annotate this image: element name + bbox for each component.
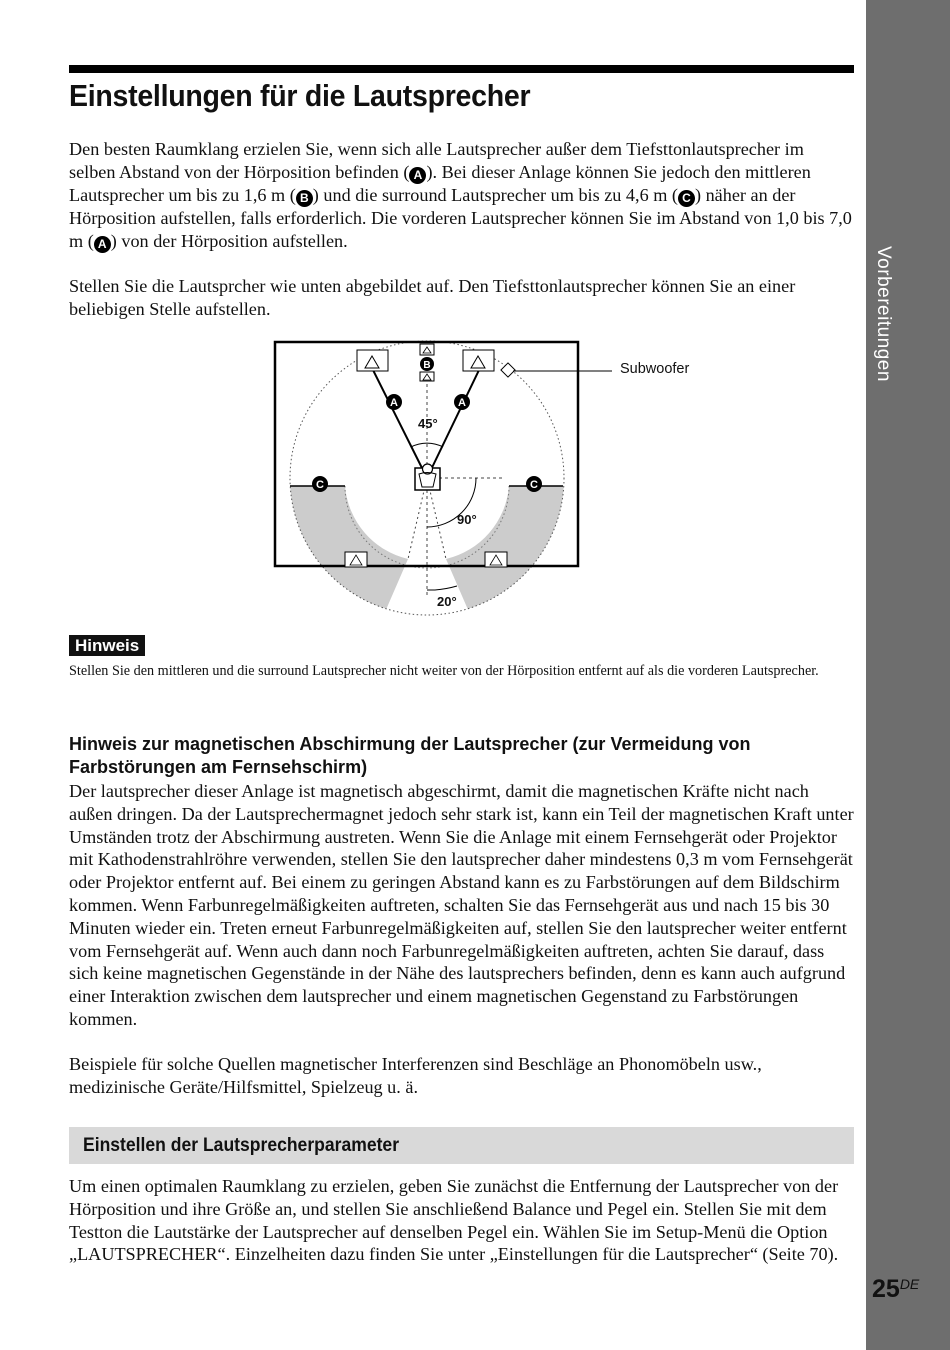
intro-text-4: ) näher an der Hörposition aufstellen, falls erforderlich. Die vorderen Lautsprecher können Sie im Abstand von 1,0 bis 7,0 m (	[69, 184, 852, 251]
page-number-suffix: DE	[899, 1276, 920, 1292]
hint-label: Hinweis	[69, 635, 145, 656]
sidebar-tab	[866, 0, 950, 1350]
listener-icon	[415, 464, 440, 490]
intro-text-3: ) und die surround Lautsprecher um bis zu 4,6 m (	[312, 184, 678, 205]
marker-a-right-icon	[454, 394, 470, 410]
page-number	[872, 1275, 919, 1304]
page-title: Einstellungen für die Lautsprecher	[69, 78, 531, 113]
hint-text: Stellen Sie den mittleren und die surround Lautsprecher nicht weiter von der Hörposition entfernt auf als die vorderen Lautsprecher.	[69, 663, 819, 679]
angle-45-label: 45°	[418, 416, 438, 431]
section-heading-band	[69, 1127, 854, 1164]
marker-b-icon	[420, 357, 434, 371]
marker-a-icon: A	[94, 236, 111, 253]
page-number-value: 25	[872, 1275, 900, 1303]
surround-left-speaker-icon	[345, 552, 367, 567]
speaker-parameters-body: Um einen optimalen Raumklang zu erzielen, geben Sie zunächst die Entfernung der Lautsprecher von der Hörposition und ihre Größe an, und stellen Sie anschließend Balance und Pegel ein. Stellen Sie mit dem Testton die Lautstärke der Lautsprecher auf denselben Pegel ein. Wählen Sie im Setup-Menü die Option „LAUTSPRECHER“. Einzelheiten dazu finden Sie unter „Einstellungen für die Lautsprecher“ (Seite 70).	[69, 1176, 839, 1265]
marker-c-left-label: C	[316, 479, 324, 491]
marker-c-left-icon	[312, 476, 328, 492]
marker-b-label: B	[423, 360, 431, 371]
subwoofer-icon	[501, 363, 515, 377]
angle-20-label: 20°	[437, 594, 457, 609]
intro-text-5: ) von der Hörposition aufstellen.	[110, 230, 348, 251]
marker-c-right-icon	[526, 476, 542, 492]
speaker-placement-diagram	[272, 340, 712, 620]
sidebar-label: Vorbereitungen	[873, 246, 894, 382]
magnetic-shielding-heading: Hinweis zur magnetischen Abschirmung der Lautsprecher (zur Vermeidung von Farbstörungen am Fernsehschirm)	[69, 734, 751, 777]
title-rule	[69, 65, 854, 73]
magnetic-shielding-body: Der lautsprecher dieser Anlage ist magnetisch abgeschirmt, damit die magnetischen Kräfte nicht nach außen dringen. Da der Lautsprechermagnet jedoch sehr stark ist, kann ein Teil der magnetischen Kraft unter Umständen trotz der Abschirmung austreten. Wenn Sie die Anlage mit einem Fernsehgerät oder Projektor mit Kathodenstrahlröhre verwenden, stellen Sie den lautsprecher daher mindestens 0,3 m vom Fernsehgerät oder Projektor entfernt auf. Bei einem zu geringen Abstand kann es zu Farbstörungen auf dem Bildschirm kommen. Wenn Farbunregelmäßigkeiten auftreten, schalten Sie das Fernsehgerät aus und nach 15 bis 30 Minuten wieder ein. Treten erneut Farbunregelmäßigkeiten auf, stellen Sie den lautsprecher weiter entfernt vom Fernsehgerät auf. Wenn auch dann noch Farbunregelmäßigkeiten auftreten, achten Sie darauf, dass sich keine magnetischen Gegenstände in der Nähe des lautsprechers befinden, denn es kann auch aufgrund einer Interaktion zwischen dem lautsprecher und einem magnetischen Gegenstand zu Farbstörungen kommen.	[69, 781, 854, 1029]
angle-20-arc	[427, 586, 457, 590]
marker-c-icon: C	[678, 190, 695, 207]
surround-right-speaker-icon	[485, 552, 507, 567]
intro-text-2: ). Bei dieser Anlage können Sie jedoch den mittleren Lautsprecher um bis zu 1,6 m (	[69, 161, 811, 205]
marker-a-left-icon	[386, 394, 402, 410]
intro-text-1: Den besten Raumklang erzielen Sie, wenn sich alle Lautsprecher außer dem Tiefsttonlautsprecher im selben Abstand von der Hörposition befinden (	[69, 139, 804, 182]
intro-paragraph	[69, 138, 854, 253]
subwoofer-label: Subwoofer	[620, 361, 690, 377]
placement-paragraph: Stellen Sie die Lautsprcher wie unten abgebildet auf. Den Tiefsttonlautsprecher können Sie an einer beliebigen Stelle aufstellen.	[69, 276, 796, 319]
front-left-speaker-icon	[357, 350, 388, 371]
marker-b-icon: B	[296, 190, 313, 207]
marker-a-left-label: A	[390, 397, 398, 409]
magnetic-examples: Beispiele für solche Quellen magnetischer Interferenzen sind Beschläge an Phonomöbeln usw., medizinische Geräte/Hilfsmittel, Spielzeug u. ä.	[69, 1054, 762, 1097]
marker-a-right-label: A	[458, 397, 466, 409]
speaker-parameters-heading: Einstellen der Lautsprecherparameter	[83, 1134, 400, 1156]
front-right-speaker-icon	[463, 350, 494, 371]
marker-a-icon: A	[409, 167, 426, 184]
marker-c-right-label: C	[530, 479, 538, 491]
angle-90-label: 90°	[457, 512, 477, 527]
